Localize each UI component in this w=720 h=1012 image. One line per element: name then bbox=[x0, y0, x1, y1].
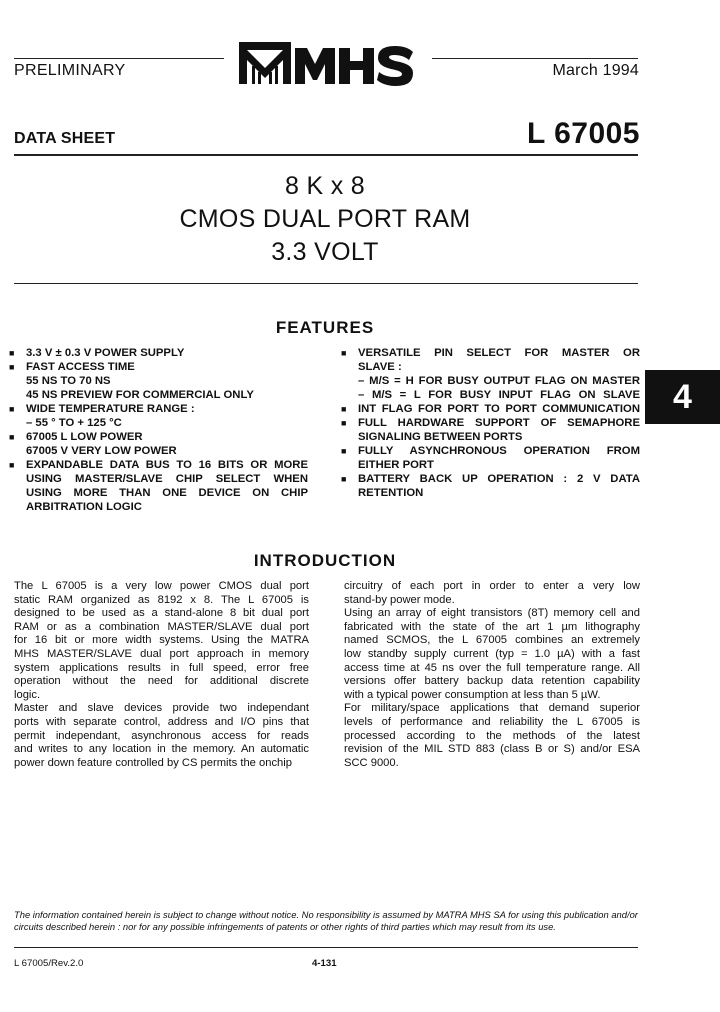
paragraph-line: Using an array of eight transistors (8T) memory cell and bbox=[344, 607, 640, 620]
feature-line: USING MORE THAN ONE DEVICE ON CHIP bbox=[26, 487, 308, 499]
features-right-column bbox=[341, 346, 640, 500]
feature-item bbox=[9, 430, 308, 458]
paragraph-line: ports with separate control, address and I/O pins that bbox=[14, 715, 309, 728]
paragraph-line: SCC 9000. bbox=[344, 756, 399, 769]
feature-item bbox=[341, 444, 640, 472]
paragraph-line: and writes to any location in the memory. An automatic bbox=[14, 743, 309, 756]
paragraph-line: revision of the MIL STD 883 (class B or S) and/or ESA bbox=[344, 743, 640, 756]
paragraph-line: low standby supply current (typ = 1.0 µA) with a fast bbox=[344, 647, 640, 660]
feature-line: USING MASTER/SLAVE CHIP SELECT WHEN bbox=[26, 473, 308, 485]
introduction-heading: INTRODUCTION bbox=[253, 551, 397, 570]
paragraph-line: with a typical power consumption at less than 5 µW. bbox=[344, 688, 601, 701]
bullet-icon: ■ bbox=[341, 348, 347, 358]
title-rule bbox=[14, 283, 638, 284]
bullet-icon: ■ bbox=[341, 446, 347, 456]
feature-line: 3.3 V ± 0.3 V POWER SUPPLY bbox=[26, 347, 185, 359]
features-heading: FEATURES bbox=[275, 318, 375, 337]
disclaimer-text: The information contained herein is subject to change without notice. No responsibility is assumed by MATRA MHS SA for using this publication and/or circuits described herein : nor for any possible infringements of patents or other rights of third parties which may result from its use. bbox=[14, 909, 638, 932]
feature-line: 45 NS PREVIEW FOR COMMERCIAL ONLY bbox=[26, 389, 254, 401]
datasheet-rule bbox=[14, 154, 638, 156]
paragraph-line: For military/space applications that demand superior bbox=[344, 702, 640, 715]
bullet-icon: ■ bbox=[341, 474, 347, 484]
doc-type-label: DATA SHEET bbox=[14, 130, 116, 147]
feature-line: FULLY ASYNCHRONOUS OPERATION FROM bbox=[358, 445, 640, 457]
title-line-3: 3.3 VOLT bbox=[271, 238, 379, 266]
bullet-icon: ■ bbox=[341, 418, 347, 428]
feature-line: 55 NS TO 70 NS bbox=[26, 375, 111, 387]
bullet-icon: ■ bbox=[341, 404, 347, 414]
feature-line: 67005 V VERY LOW POWER bbox=[26, 445, 177, 457]
paragraph-line: system applications results in full speed, error free bbox=[14, 661, 309, 674]
feature-line: – M/S = L FOR BUSY INPUT FLAG ON SLAVE bbox=[358, 389, 640, 401]
introduction-left-column bbox=[14, 580, 309, 770]
feature-line: VERSATILE PIN SELECT FOR MASTER OR bbox=[358, 347, 640, 359]
paragraph-line: access time at 45 ns over the full temperature range. All bbox=[344, 661, 640, 674]
feature-line: EITHER PORT bbox=[358, 459, 434, 471]
feature-item bbox=[341, 346, 640, 402]
footer-rule bbox=[14, 947, 638, 948]
feature-item bbox=[341, 416, 640, 444]
feature-line: – M/S = H FOR BUSY OUTPUT FLAG ON MASTER bbox=[358, 375, 640, 387]
paragraph-line: circuitry of each port in order to enter a very low bbox=[344, 580, 640, 592]
introduction-right-column bbox=[344, 580, 640, 770]
feature-item bbox=[341, 402, 640, 416]
feature-item bbox=[9, 346, 308, 360]
feature-line: FULL HARDWARE SUPPORT OF SEMAPHORE bbox=[358, 417, 640, 429]
document-status: PRELIMINARY bbox=[14, 62, 126, 79]
feature-line: FAST ACCESS TIME bbox=[26, 361, 135, 373]
paragraph-line: processed according to the methods of the latest bbox=[344, 729, 640, 742]
feature-line: – 55 ° TO + 125 °C bbox=[26, 417, 122, 429]
paragraph-line: levels of performance and reliability the L 67005 is bbox=[344, 715, 640, 728]
paragraph-line: stand-by power mode. bbox=[344, 593, 455, 606]
section-tab: 4 bbox=[645, 370, 720, 424]
feature-line: SIGNALING BETWEEN PORTS bbox=[358, 431, 523, 443]
paragraph-line: RAM or as a combination MASTER/SLAVE dual port bbox=[14, 620, 309, 633]
title-line-2: CMOS DUAL PORT RAM bbox=[179, 205, 471, 233]
header-rule-left bbox=[14, 58, 224, 59]
feature-line: EXPANDABLE DATA BUS TO 16 BITS OR MORE bbox=[26, 459, 308, 471]
features-left-column bbox=[9, 346, 308, 514]
feature-line: WIDE TEMPERATURE RANGE : bbox=[26, 403, 195, 415]
feature-item bbox=[341, 472, 640, 500]
feature-line: SLAVE : bbox=[358, 361, 402, 373]
paragraph-line: power down feature controlled by CS permits the onchip bbox=[14, 756, 292, 769]
mhs-logo bbox=[239, 42, 415, 86]
feature-line: ARBITRATION LOGIC bbox=[26, 501, 142, 513]
paragraph-line: designed to be used as a stand-alone 8 bit dual port bbox=[14, 607, 309, 620]
bullet-icon: ■ bbox=[9, 432, 15, 442]
feature-item bbox=[9, 360, 308, 402]
paragraph-line: static RAM organized as 8192 x 8. The L 67005 is bbox=[14, 593, 309, 606]
feature-item bbox=[9, 402, 308, 430]
footer-revision: L 67005/Rev.2.0 bbox=[14, 958, 84, 969]
bullet-icon: ■ bbox=[9, 348, 15, 358]
paragraph-line: The L 67005 is a very low power CMOS dual port bbox=[14, 580, 309, 592]
paragraph-line: operation without the need for additional discrete bbox=[14, 675, 309, 688]
feature-line: RETENTION bbox=[358, 487, 424, 499]
bullet-icon: ■ bbox=[9, 404, 15, 414]
title-line-1: 8 K x 8 bbox=[285, 172, 365, 200]
paragraph-line: versions offer battery backup data retention capability bbox=[344, 675, 640, 688]
paragraph-line: named SCMOS, the L 67005 combines an extremely bbox=[344, 634, 640, 647]
feature-line: INT FLAG FOR PORT TO PORT COMMUNICATION bbox=[358, 403, 640, 415]
bullet-icon: ■ bbox=[9, 362, 15, 372]
part-number: L 67005 bbox=[526, 117, 640, 150]
bullet-icon: ■ bbox=[9, 460, 15, 470]
footer-page-number: 4-131 bbox=[312, 958, 337, 969]
mhs-logo-graphic bbox=[239, 42, 415, 86]
paragraph-line: fabricated with the state of the art 1 µm lithography bbox=[344, 620, 640, 633]
document-date: March 1994 bbox=[552, 62, 639, 79]
paragraph-line: permit independant, asynchronous access for reads bbox=[14, 729, 309, 742]
paragraph-line: for 16 bit or more width systems. Using the MATRA bbox=[14, 634, 309, 647]
feature-line: 67005 L LOW POWER bbox=[26, 431, 143, 443]
paragraph-line: Master and slave devices provide two independant bbox=[14, 702, 309, 715]
feature-line: BATTERY BACK UP OPERATION : 2 V DATA bbox=[358, 473, 640, 485]
feature-item bbox=[9, 458, 308, 514]
paragraph-line: MHS MASTER/SLAVE dual port approach in memory bbox=[14, 647, 309, 660]
header-rule-right bbox=[432, 58, 638, 59]
paragraph-line: logic. bbox=[14, 688, 41, 701]
